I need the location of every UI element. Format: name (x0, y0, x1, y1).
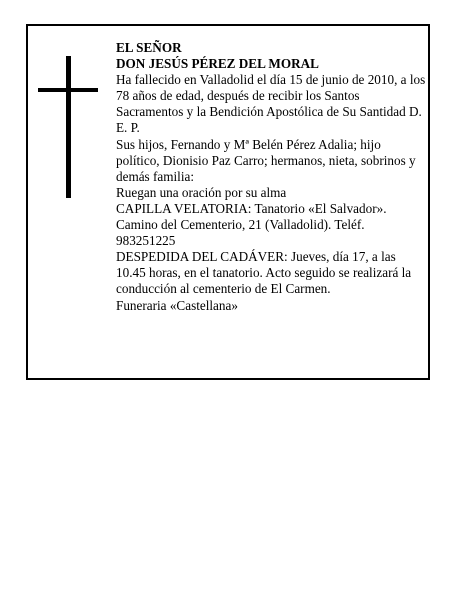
obituary-notice (26, 24, 430, 380)
cross-vertical-bar (66, 56, 71, 198)
notice-content (116, 40, 426, 314)
cross-horizontal-bar (38, 88, 98, 92)
farewell-info: DESPEDIDA DEL CADÁVER: Jueves, día 17, a las 10.45 horas, en el tanatorio. Acto seguido se realizará la conducción al cementerio de El Carmen. (116, 249, 412, 297)
family-list: Sus hijos, Fernando y Mª Belén Pérez Adalia; hijo político, Dionisio Paz Carro; hermanos, nieta, sobrinos y demás familia: (116, 136, 416, 184)
chapel-info: CAPILLA VELATORIA: Tanatorio «El Salvador». Camino del Cementerio, 21 (Valladolid). Teléf. 983251225 (116, 200, 387, 249)
cross-icon (38, 56, 98, 198)
title-line-1: EL SEÑOR (116, 40, 182, 55)
death-announcement: Ha fallecido en Valladolid el día 15 de junio de 2010, a los 78 años de edad, después de recibir los Santos Sacramentos y la Bendición Apostólica de Su Santidad D. E. P. (116, 72, 426, 136)
prayer-request: Ruegan una oración por su alma (116, 184, 287, 200)
deceased-name: DON JESÚS PÉREZ DEL MORAL (116, 56, 319, 72)
funeral-home: Funeraria «Castellana» (116, 297, 238, 313)
